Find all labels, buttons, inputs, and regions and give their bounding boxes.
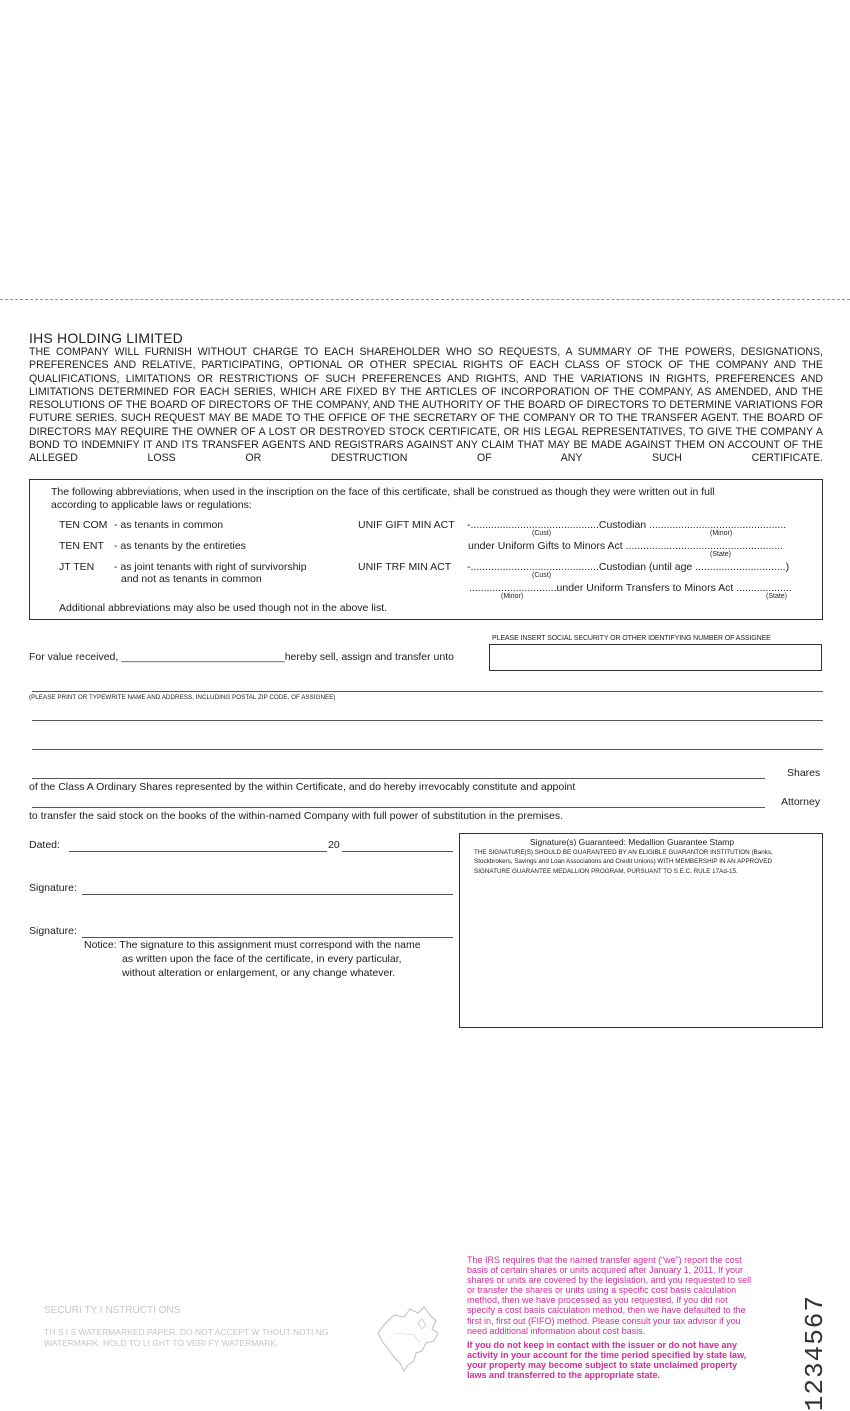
gift-minor-caption: (Minor) [710, 530, 733, 537]
abbreviations-intro-2: according to applicable laws or regulations: [51, 499, 252, 511]
assignee-name-line-1[interactable] [32, 691, 823, 692]
company-name: IHS HOLDING LIMITED [29, 330, 183, 346]
irs-notice [467, 1255, 787, 1380]
jt-ten-desc-2: and not as tenants in common [121, 573, 262, 585]
security-instructions-title: SECURI TY I NSTRUCTI ONS [44, 1305, 181, 1316]
year-prefix: 20 [328, 839, 340, 851]
trf-minor-caption: (Minor) [501, 593, 524, 600]
assignee-ssn-field[interactable] [489, 644, 822, 671]
ten-ent-desc: - as tenants by the entireties [114, 540, 246, 552]
transfer-text: to transfer the said stock on the books of the within-named Company with full power of substitution in the premises. [29, 810, 564, 822]
irs-line-1: The IRS requires that the named transfer agent (“we”) report the cost [467, 1255, 742, 1265]
trf-state-line: ..............................under Uniform Transfers to Minors Act ................... [469, 582, 792, 594]
unclaimed-line-4: laws and transferred to the appropriate state. [467, 1370, 661, 1381]
certificate-serial-number: 1234567 [800, 1295, 830, 1411]
trf-custodian-line: -............................................Custodian (until age ...............................) [467, 561, 790, 573]
gift-state-caption: (State) [710, 551, 732, 558]
medallion-line-1: THE SIGNATURE(S) SHOULD BE GUARANTEED BY AN ELIGIBLE GUARANTOR INSTITUTION (Banks, [474, 849, 773, 856]
gift-cust-caption: (Cust) [532, 530, 552, 537]
attorney-label: Attorney [781, 796, 821, 808]
notice-text-3: without alteration or enlargement, or any change whatever. [122, 967, 396, 979]
attorney-line[interactable] [32, 807, 765, 808]
medallion-line-2: Stockbrokers, Savings and Loan Associations and Credit Unions) WITH MEMBERSHIP IN AN APPROVED [474, 858, 773, 865]
dated-label: Dated: [29, 839, 60, 851]
ten-ent-label: TEN ENT [59, 540, 104, 552]
gift-state-line: under Uniform Gifts to Minors Act ...................................................... [468, 540, 784, 552]
medallion-line-3: SIGNATURE GUARANTEE MEDALLION PROGRAM, PURSUANT TO S.E.C. RULE 17Ad-15. [474, 868, 738, 875]
abbreviations-intro: The following abbreviations, when used in the inscription on the face of this certificate, shall be construed as though they were written out in full [51, 486, 715, 498]
unif-trf-label: UNIF TRF MIN ACT [358, 561, 452, 573]
security-line-2: WATERMARK. HOLD TO LI GHT TO VERI FY WATERMARK. [44, 1338, 279, 1348]
unclaimed-line-3: your property may become subject to state unclaimed property [467, 1359, 738, 1370]
unif-gift-label: UNIF GIFT MIN ACT [358, 519, 455, 531]
ssn-caption: PLEASE INSERT SOCIAL SECURITY OR OTHER IDENTIFYING NUMBER OF ASSIGNEE [492, 635, 771, 642]
notice-text-2: as written upon the face of the certificate, in every particular, [122, 953, 402, 965]
signature-1-line[interactable] [82, 894, 453, 895]
irs-line-5: method, then we have processed as you requested. If you did not [467, 1295, 728, 1306]
irs-line-8: need additional information about cost basis. [467, 1325, 646, 1336]
shares-line[interactable] [32, 778, 765, 779]
cut-line [0, 299, 850, 300]
security-line-1: TH S I S WATERMARKED PAPER. DO NOT ACCEPT W THOUT NOTI NG [44, 1327, 329, 1337]
additional-abbreviations: Additional abbreviations may also be used though not in the above list. [59, 602, 388, 614]
year-line[interactable] [342, 851, 453, 852]
gift-custodian-line: -............................................Custodian ............................................... [467, 519, 787, 531]
signature-1-label: Signature: [29, 882, 77, 894]
print-name-caption: (PLEASE PRINT OR TYPEWRITE NAME AND ADDRESS, INCLUDING POSTAL ZIP CODE, OF ASSIGNEE) [29, 694, 336, 701]
ten-com-desc: - as tenants in common [114, 519, 224, 531]
north-america-map-icon [374, 1303, 454, 1375]
ten-com-label: TEN COM [59, 519, 108, 531]
unclaimed-line-1: If you do not keep in contact with the issuer or do not have any [467, 1339, 738, 1350]
assignee-name-line-2[interactable] [32, 720, 823, 721]
class-a-shares-text: of the Class A Ordinary Shares represented by the within Certificate, and do hereby irrevocably constitute and appoint [29, 781, 576, 793]
signature-2-label: Signature: [29, 925, 77, 937]
irs-line-6: specify a cost basis calculation method, then we have defaulted to the [467, 1305, 746, 1316]
shares-label: Shares [787, 767, 821, 779]
notice-text: Notice: The signature to this assignment must correspond with the name [84, 939, 421, 951]
jt-ten-desc: - as joint tenants with right of survivorship [114, 561, 307, 573]
jt-ten-label: JT TEN [59, 561, 95, 573]
assignee-name-line-3[interactable] [32, 749, 823, 750]
irs-line-3: shares or units are covered by the legislation, and you requested to sell [467, 1275, 752, 1286]
signature-2-line[interactable] [82, 937, 453, 938]
irs-line-7: first in, first out (FIFO) method. Please consult your tax advisor if you [467, 1315, 741, 1326]
date-line[interactable] [69, 851, 327, 852]
legend-paragraph [29, 346, 823, 466]
medallion-title: Signature(s) Guaranteed: Medallion Guarantee Stamp [530, 837, 735, 847]
unclaimed-line-2: activity in your account for the time period specified by state law, [467, 1349, 747, 1360]
trf-cust-caption: (Cust) [532, 572, 552, 579]
irs-line-4: or transfer the shares or units using a specific cost basis calculation [467, 1285, 737, 1296]
irs-line-2: basis of certain shares or units acquired after January 1, 2011. If your [467, 1265, 743, 1276]
trf-state-caption: (State) [766, 593, 788, 600]
legend-text: THE COMPANY WILL FURNISH WITHOUT CHARGE TO EACH SHAREHOLDER WHO SO REQUESTS, A SUMMARY OF THE POWERS, DESIGNATIONS, PREFERENCES AND RELATIVE, PARTICIPATING, OPTIONAL OR OTHER SPECIAL RIGHTS OF EACH CLASS OF STOCK OF THE COMPANY AND THE QUALIFICATIONS, LIMITATIONS OR RESTRICTIONS OF SUCH PREFERENCES AND RIGHTS, AND THE VARIATIONS IN RIGHTS, PREFERENCES AND LIMITATIONS DETERMINED FOR EACH SERIES, WHICH ARE FIXED BY THE ARTICLES OF INCORPORATION OF THE COMPANY, AS AMENDED, AND THE RESOLUTIONS OF THE BOARD OF DIRECTORS OF THE COMPANY, AND THE AUTHORITY OF THE BOARD OF DIRECTORS TO DETERMINE VARIATIONS FOR FUTURE SERIES. SUCH REQUEST MAY BE MADE TO THE OFFICE OF THE SECRETARY OF THE COMPANY OR TO THE TRANSFER AGENT. THE BOARD OF DIRECTORS MAY REQUIRE THE OWNER OF A LOST OR DESTROYED STOCK CERTIFICATE, OR HIS LEGAL REPRESENTATIVES, TO GIVE THE COMPANY A BOND TO INDEMNIFY IT AND ITS TRANSFER AGENTS AND REGISTRARS AGAINST ANY CLAIM THAT MAY BE MADE AGAINST THEM ON ACCOUNT OF THE ALLEGED LOSS OR DESTRUCTION OF ANY SUCH CERTIFICATE. [29, 346, 823, 465]
for-value-received: For value received, ____________________________hereby sell, assign and transfer unto [29, 651, 454, 663]
